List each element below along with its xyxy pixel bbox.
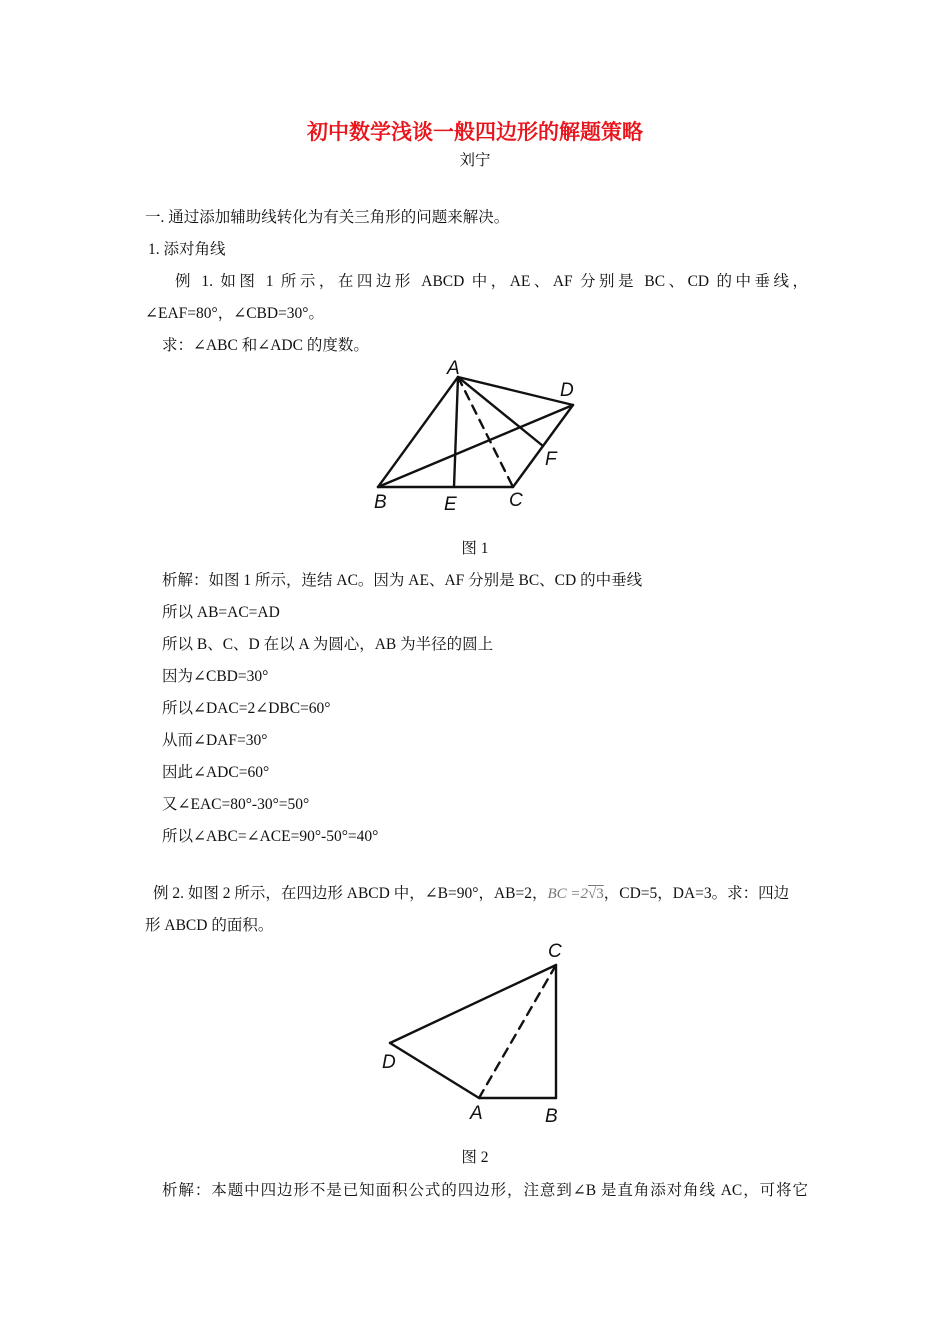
subsection-heading: 1. 添对角线 <box>148 241 226 258</box>
label-f: F <box>545 449 557 470</box>
label-c: C <box>548 941 562 962</box>
label-a: A <box>470 1103 483 1124</box>
label-b: B <box>545 1106 558 1127</box>
segment-dc <box>390 965 556 1043</box>
example1-line1: 例 1. 如图 1 所示，在四边形 ABCD 中，AE、AF 分别是 BC、CD 的中垂线， <box>175 273 808 290</box>
solution1-line: 又∠EAC=80°-30°=50° <box>162 796 310 813</box>
section-heading: 一. 通过添加辅助线转化为有关三角形的问题来解决。 <box>145 209 510 226</box>
figure1-caption: 图 1 <box>461 540 489 557</box>
segment-da <box>390 1043 479 1098</box>
document-title: 初中数学浅谈一般四边形的解题策略 <box>307 120 643 144</box>
solution2-line: 析解：本题中四边形不是已知面积公式的四边形，注意到∠B 是直角添对角线 AC，可将它 <box>162 1182 808 1199</box>
solution1-line: 所以∠DAC=2∠DBC=60° <box>162 700 331 717</box>
solution1-line: 所以 AB=AC=AD <box>162 604 280 621</box>
label-a: A <box>447 358 460 379</box>
formula-radicand: 3 <box>596 886 604 902</box>
formula-lhs: BC =2 <box>547 886 589 902</box>
bc-formula <box>547 886 603 902</box>
example2-line2: 形 ABCD 的面积。 <box>145 917 274 934</box>
example1-question: 求：∠ABC 和∠ADC 的度数。 <box>162 337 369 354</box>
solution1-line: 析解：如图 1 所示，连结 AC。因为 AE、AF 分别是 BC、CD 的中垂线 <box>162 572 643 589</box>
solution1-line: 所以 B、C、D 在以 A 为圆心，AB 为半径的圆上 <box>162 636 494 653</box>
example2-line1 <box>153 884 789 904</box>
example2-text-part2: ，CD=5，DA=3。求：四边 <box>603 885 790 902</box>
example1-line2: ∠EAF=80°，∠CBD=30°。 <box>145 305 325 322</box>
diagonal-ac-dashed <box>479 965 556 1098</box>
example2-text-part1: 例 2. 如图 2 所示，在四边形 ABCD 中，∠B=90°，AB=2， <box>153 885 548 902</box>
formula-sqrt: √3 <box>588 886 604 902</box>
diagonal-ac-dashed <box>458 377 513 487</box>
label-d: D <box>382 1052 396 1073</box>
solution1-line: 所以∠ABC=∠ACE=90°-50°=40° <box>162 828 379 845</box>
figure2-diagram <box>370 935 580 1130</box>
author: 刘宁 <box>459 152 491 169</box>
label-e: E <box>444 494 457 515</box>
solution1-line: 从而∠DAF=30° <box>162 732 268 749</box>
segment-ae <box>454 377 458 487</box>
label-c: C <box>509 490 523 511</box>
label-b: B <box>374 492 387 513</box>
solution1-line: 因为∠CBD=30° <box>162 668 269 685</box>
solution1-line: 因此∠ADC=60° <box>162 764 270 781</box>
figure2-caption: 图 2 <box>461 1149 489 1166</box>
label-d: D <box>560 380 574 401</box>
figure1-diagram <box>360 355 600 520</box>
